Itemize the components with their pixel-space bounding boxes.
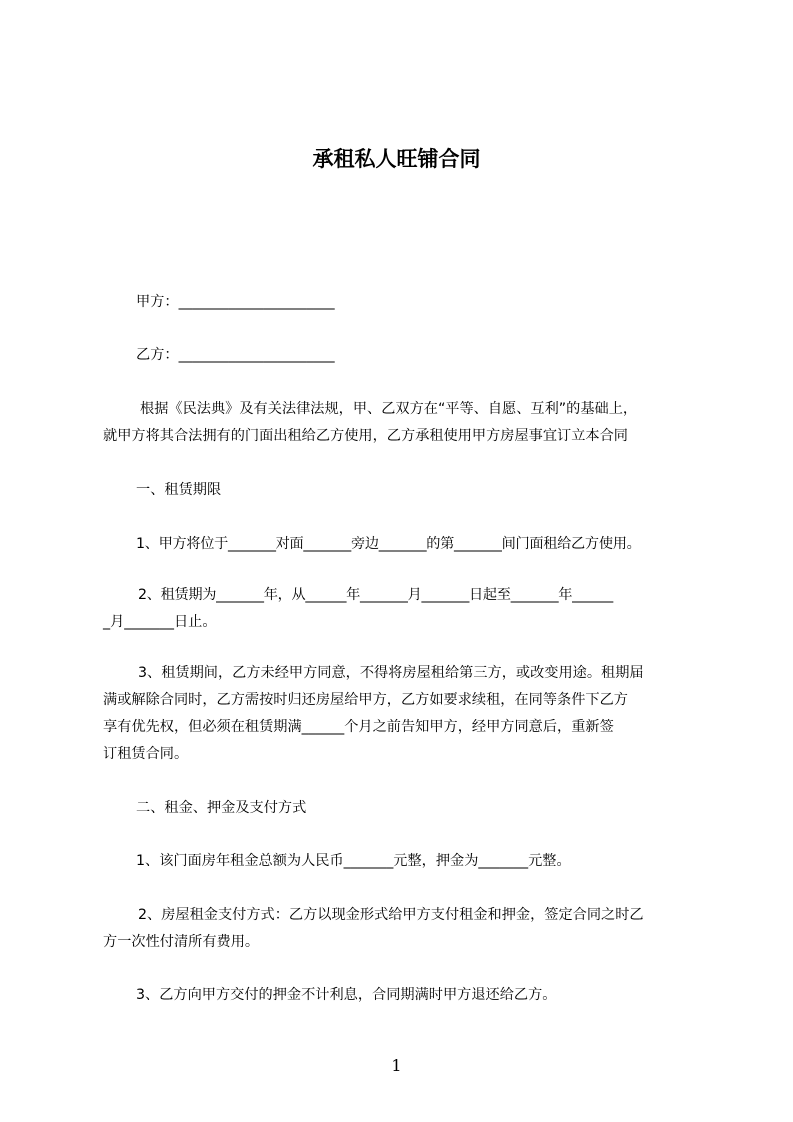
section2-item2-line-1: 2、房屋租金支付方式：乙方以现金形式给甲方支付租金和押金，签定合同之时乙: [138, 907, 644, 923]
page-number: 1: [391, 1056, 402, 1075]
section1-item2-line-1: 2、租赁期为_______年，从______年_______月_______日起至_______年______: [138, 587, 613, 603]
section1-item3-line-3: 享有优先权，但必须在租赁期满______个月之前告知甲方，经甲方同意后，重新签: [103, 719, 614, 735]
section2-item2-line-2: 方一次性付清所有费用。: [103, 934, 260, 950]
section1-heading: 一、租赁期限: [136, 482, 222, 498]
section1-item2-line-2: _月_______日止。: [103, 614, 217, 630]
section1-item3-line-2: 满或解除合同时，乙方需按时归还房屋给甲方，乙方如要求续租，在同等条件下乙方: [103, 692, 628, 708]
section1-item3-line-1: 3、租赁期间，乙方未经甲方同意，不得将房屋租给第三方，或改变用途。租期届: [138, 665, 644, 681]
section1-item3-line-4: 订租赁合同。: [103, 746, 189, 762]
party-a-line: 甲方：______________________: [136, 294, 335, 310]
section2-item3: 3、乙方向甲方交付的押金不计利息，合同期满时甲方退还给乙方。: [136, 987, 557, 1003]
document-title: 承租私人旺铺合同: [312, 147, 481, 171]
section1-item1: 1、甲方将位于_______对面_______旁边_______的第_______间门面租给乙方使用。: [136, 536, 641, 552]
section2-heading: 二、租金、押金及支付方式: [136, 800, 307, 816]
intro-line-1: 根据《民法典》及有关法律法规，甲、乙双方在“平等、自愿、互利”的基础上，: [140, 401, 638, 417]
section2-item1: 1、该门面房年租金总额为人民币_______元整，押金为_______元整。: [136, 853, 571, 869]
party-b-line: 乙方：______________________: [136, 347, 335, 363]
intro-line-2: 就甲方将其合法拥有的门面出租给乙方使用，乙方承租使用甲方房屋事宜订立本合同: [103, 428, 628, 444]
